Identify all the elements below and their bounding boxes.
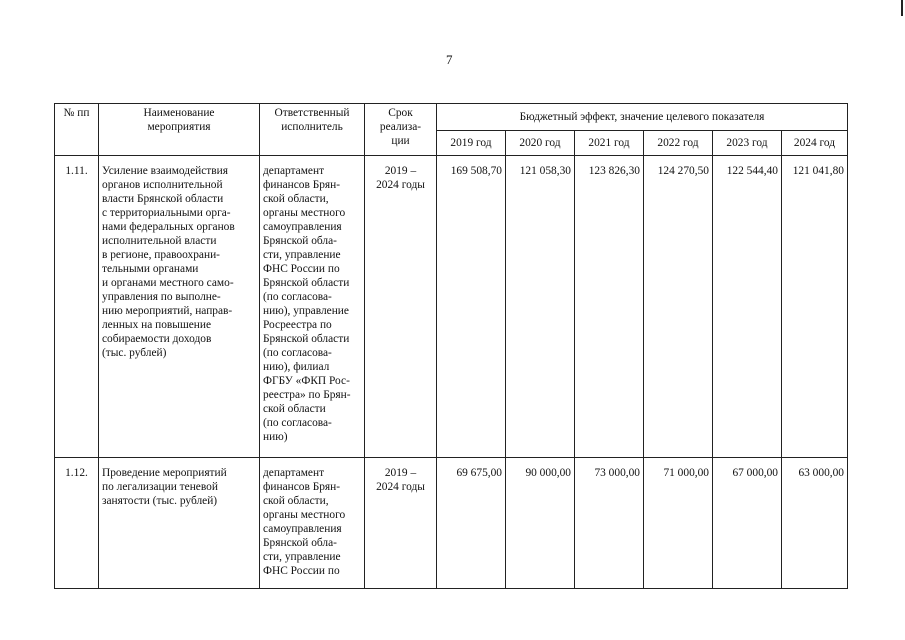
value-2019: 69 675,00 (437, 458, 506, 589)
responsible-executor: департамент финансов Брян- ской области, органы местного самоуправления Брянской обла- сти, управление ФНС России по (260, 458, 365, 589)
header-responsible: Ответственный исполнитель (260, 104, 365, 156)
value-2019: 169 508,70 (437, 156, 506, 458)
value-2020: 121 058,30 (506, 156, 575, 458)
header-year: 2021 год (575, 131, 644, 156)
budget-effect-table (54, 103, 848, 589)
value-2024: 121 041,80 (782, 156, 848, 458)
page-edge-mark (901, 0, 903, 16)
row-number: 1.12. (55, 458, 99, 589)
header-year: 2019 год (437, 131, 506, 156)
table-row (55, 458, 848, 589)
responsible-executor: департамент финансов Брян- ской области, органы местного самоуправления Брянской обла- сти, управление ФНС России по Брянской области (по согласова- нию), управление Росреестра по Брянской области (по согласова- нию), филиал ФГБУ «ФКП Рос- реестра» по Брян- ской области (по согласова- нию) (260, 156, 365, 458)
value-2024: 63 000,00 (782, 458, 848, 589)
page-number: 7 (446, 52, 453, 67)
header-number: № пп (55, 104, 99, 156)
value-2021: 73 000,00 (575, 458, 644, 589)
value-2023: 122 544,40 (713, 156, 782, 458)
header-year: 2022 год (644, 131, 713, 156)
value-2022: 124 270,50 (644, 156, 713, 458)
value-2020: 90 000,00 (506, 458, 575, 589)
header-year: 2024 год (782, 131, 848, 156)
implementation-term: 2019 – 2024 годы (365, 458, 437, 589)
measure-name: Усиление взаимодействия органов исполнительной власти Брянской области с территориальными орга- нами федеральных органов исполнительной власти в регионе, правоохрани- тельными органами и органами местного само- управления по выполне- нию мероприятий, направ- ленных на повышение собираемости доходов (тыс. рублей) (99, 156, 260, 458)
header-budget-effect: Бюджетный эффект, значение целевого показателя (437, 104, 848, 131)
header-name: Наименование мероприятия (99, 104, 260, 156)
value-2022: 71 000,00 (644, 458, 713, 589)
header-term: Срок реализа- ции (365, 104, 437, 156)
value-2021: 123 826,30 (575, 156, 644, 458)
header-year: 2020 год (506, 131, 575, 156)
table-row (55, 156, 848, 458)
implementation-term: 2019 – 2024 годы (365, 156, 437, 458)
measure-name: Проведение мероприятий по легализации теневой занятости (тыс. рублей) (99, 458, 260, 589)
value-2023: 67 000,00 (713, 458, 782, 589)
header-year: 2023 год (713, 131, 782, 156)
row-number: 1.11. (55, 156, 99, 458)
